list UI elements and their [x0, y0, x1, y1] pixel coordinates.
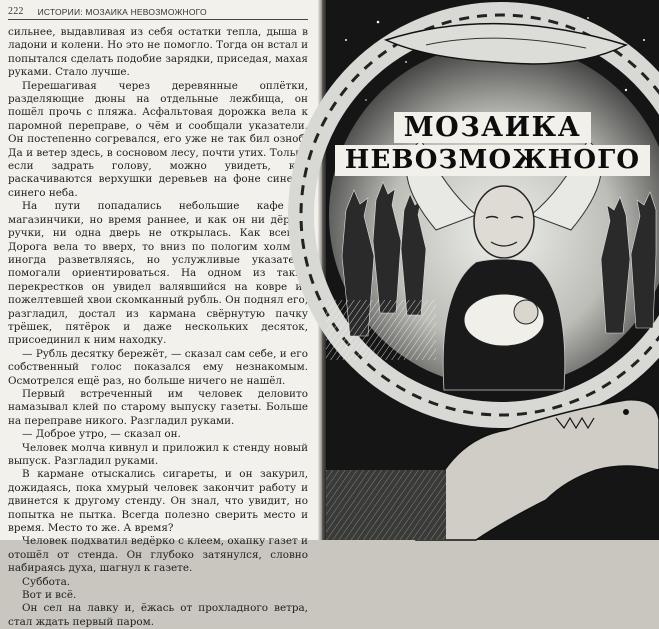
- paragraph: — Рубль десятку бережёт, — сказал сам себе, и его собственный голос показался ему незнакомым. Осмотрелся ещё раз, но больше ничего не нашёл.: [8, 347, 308, 387]
- paragraph: сильнее, выдавливая из себя остатки тепла, дыша в ладони и колени. Но это не помогло. Тогда он встал и попытался сделать подобие зарядки, приседая, махая руками. Стало лучше.: [8, 26, 308, 79]
- title-line-2: НЕВОЗМОЖНОГО: [335, 145, 651, 176]
- paragraph: Человек подхватил ведёрко с клеем, охапку газет и отошёл от стенда. Он глубоко затянулся, словно набираясь духа, шагнул к газете.: [8, 535, 308, 575]
- body-text: [8, 26, 308, 629]
- page-number: 222: [8, 6, 24, 17]
- paragraph: На пути попадались небольшие кафе и магазинчики, но время раннее, и как он ни дёргал ручки, ни одна дверь не открылась. Как всегда. Дорога вела то вверх, то вниз по пологим холмам, иногда разветвляясь, но услужливые указатели помогали ориентироваться. На одном из таких перекрестков он увидел валявшийся на коврe из пожелтевшей хвои скомканный рубль. Он поднял его, разгладил, достал из кармана свёрнутую пачку трёшек, пятёрок и даже нескольких десяток, присоединил к ним находку.: [8, 200, 308, 347]
- paragraph: — Доброе утро, — сказал он.: [22, 428, 181, 441]
- paragraph: Человек молча кивнул и приложил к стенду новый выпуск. Разгладил руками.: [8, 441, 308, 467]
- paragraph: Перешагивая через деревянные оплётки, разделяющие дюны на отдельные лежбища, он пошёл прочь с пляжа. Асфальтовая дорожка вела к паромной переправе, о чём и сообщали указатели. Он постепенно согревался, его уже не так бил озноб. Да и ветер здесь, в сосновом лесу, почти утих. Только если задрать голову, можно увидеть, как раскачиваются верхушки деревьев на фоне синего-синего неба.: [8, 79, 308, 199]
- title-line-1: МОЗАИКА: [394, 112, 591, 143]
- paragraph: Суббота.: [22, 575, 71, 588]
- illustration-page: [326, 0, 659, 540]
- illustration: [326, 0, 659, 540]
- paragraph: Вот и всё.: [22, 589, 77, 602]
- paragraph: Он сел на лавку и, ёжась от прохладного ветра, стал ждать первый паром.: [8, 602, 308, 628]
- book-title: [326, 112, 659, 176]
- paragraph: В кармане отыскались сигареты, и он закурил, дожидаясь, пока хмурый человек закончит работу и двинется к другому стенду. Он знал, что увидит, но попытка не пытка. Всегда полезно сверить место и время. Место то же. А время?: [8, 468, 308, 535]
- text-page: [0, 0, 318, 628]
- running-head: [8, 6, 308, 20]
- paragraph: Первый встреченный им человек деловито намазывал клей по старому выпуску газеты. Больше на переправе никого. Разгладил руками.: [8, 387, 308, 427]
- man-head: [474, 186, 534, 258]
- running-title: ИСТОРИИ: МОЗАИКА НЕВОЗМОЖНОГО: [37, 7, 207, 17]
